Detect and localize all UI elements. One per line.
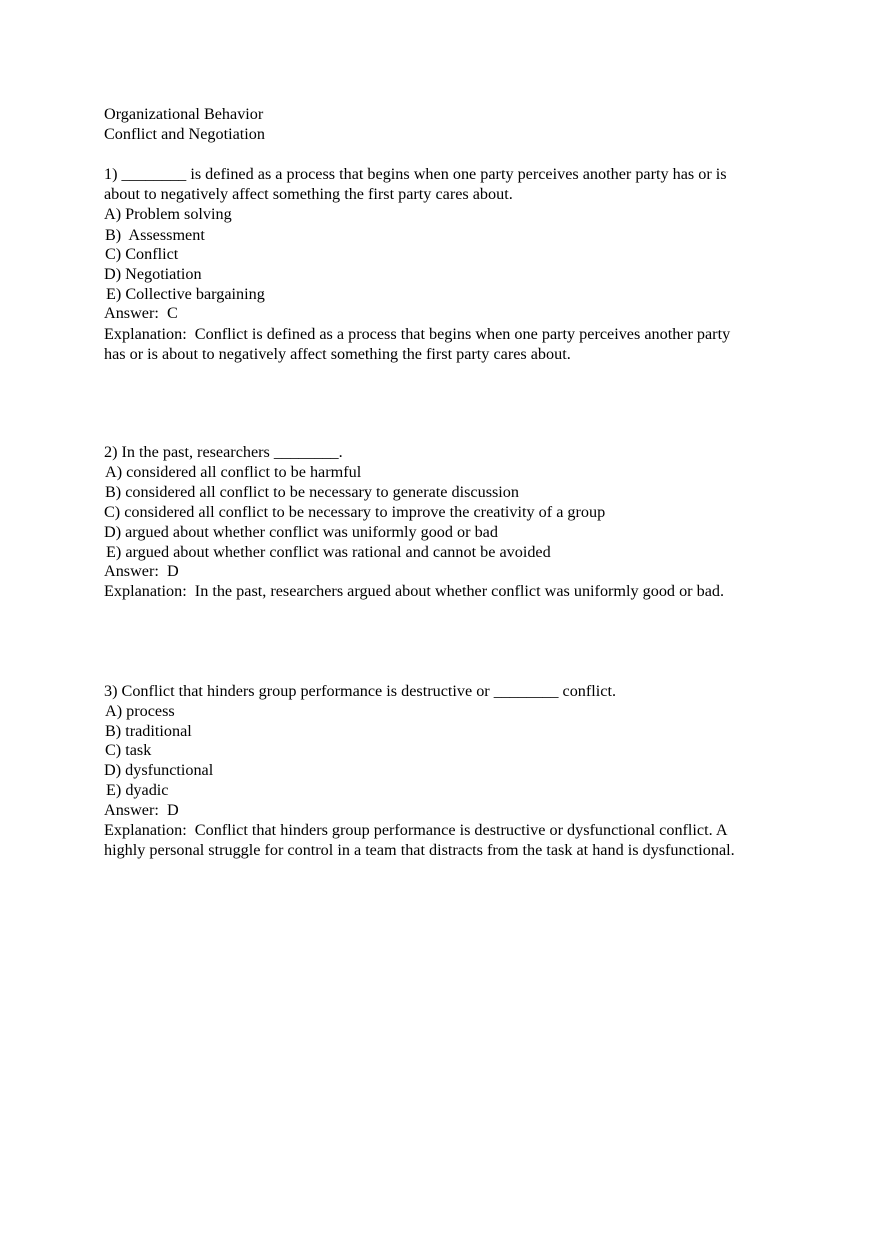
option-a: A) process <box>105 702 175 720</box>
option-e: E) Collective bargaining <box>106 285 265 303</box>
option-d: D) Negotiation <box>104 265 202 283</box>
explanation-line: has or is about to negatively affect something the first party cares about. <box>104 345 571 363</box>
question-stem-line: 1) ________ is defined as a process that begins when one party perceives another party has or is <box>104 165 727 183</box>
answer: Answer: D <box>104 801 179 819</box>
option-d: D) argued about whether conflict was uniformly good or bad <box>104 523 498 541</box>
option-c: C) Conflict <box>105 245 179 263</box>
explanation-line: Explanation: Conflict is defined as a process that begins when one party perceives another party <box>104 325 731 343</box>
option-c: C) task <box>105 741 152 759</box>
option-d: D) dysfunctional <box>104 761 214 779</box>
explanation-line: Explanation: In the past, researchers argued about whether conflict was uniformly good or bad. <box>104 582 725 600</box>
option-e: E) argued about whether conflict was rational and cannot be avoided <box>106 543 551 561</box>
course-title: Organizational Behavior <box>104 105 264 123</box>
option-b: B) considered all conflict to be necessary to generate discussion <box>105 483 519 501</box>
option-b: B) Assessment <box>105 226 205 244</box>
option-b: B) traditional <box>105 722 192 740</box>
question-stem-line: 3) Conflict that hinders group performance is destructive or ________ conflict. <box>104 682 617 700</box>
chapter-title: Conflict and Negotiation <box>104 125 265 143</box>
option-c: C) considered all conflict to be necessary to improve the creativity of a group <box>104 503 606 521</box>
answer: Answer: D <box>104 562 179 580</box>
option-a: A) Problem solving <box>104 205 232 223</box>
answer: Answer: C <box>104 304 178 322</box>
option-e: E) dyadic <box>106 781 169 799</box>
question-stem-line: 2) In the past, researchers ________. <box>104 443 343 461</box>
question-stem-line: about to negatively affect something the first party cares about. <box>104 185 513 203</box>
explanation-line: highly personal struggle for control in a team that distracts from the task at hand is dysfunctional. <box>104 841 735 859</box>
option-a: A) considered all conflict to be harmful <box>105 463 362 481</box>
explanation-line: Explanation: Conflict that hinders group performance is destructive or dysfunctional conflict. A <box>104 821 728 839</box>
